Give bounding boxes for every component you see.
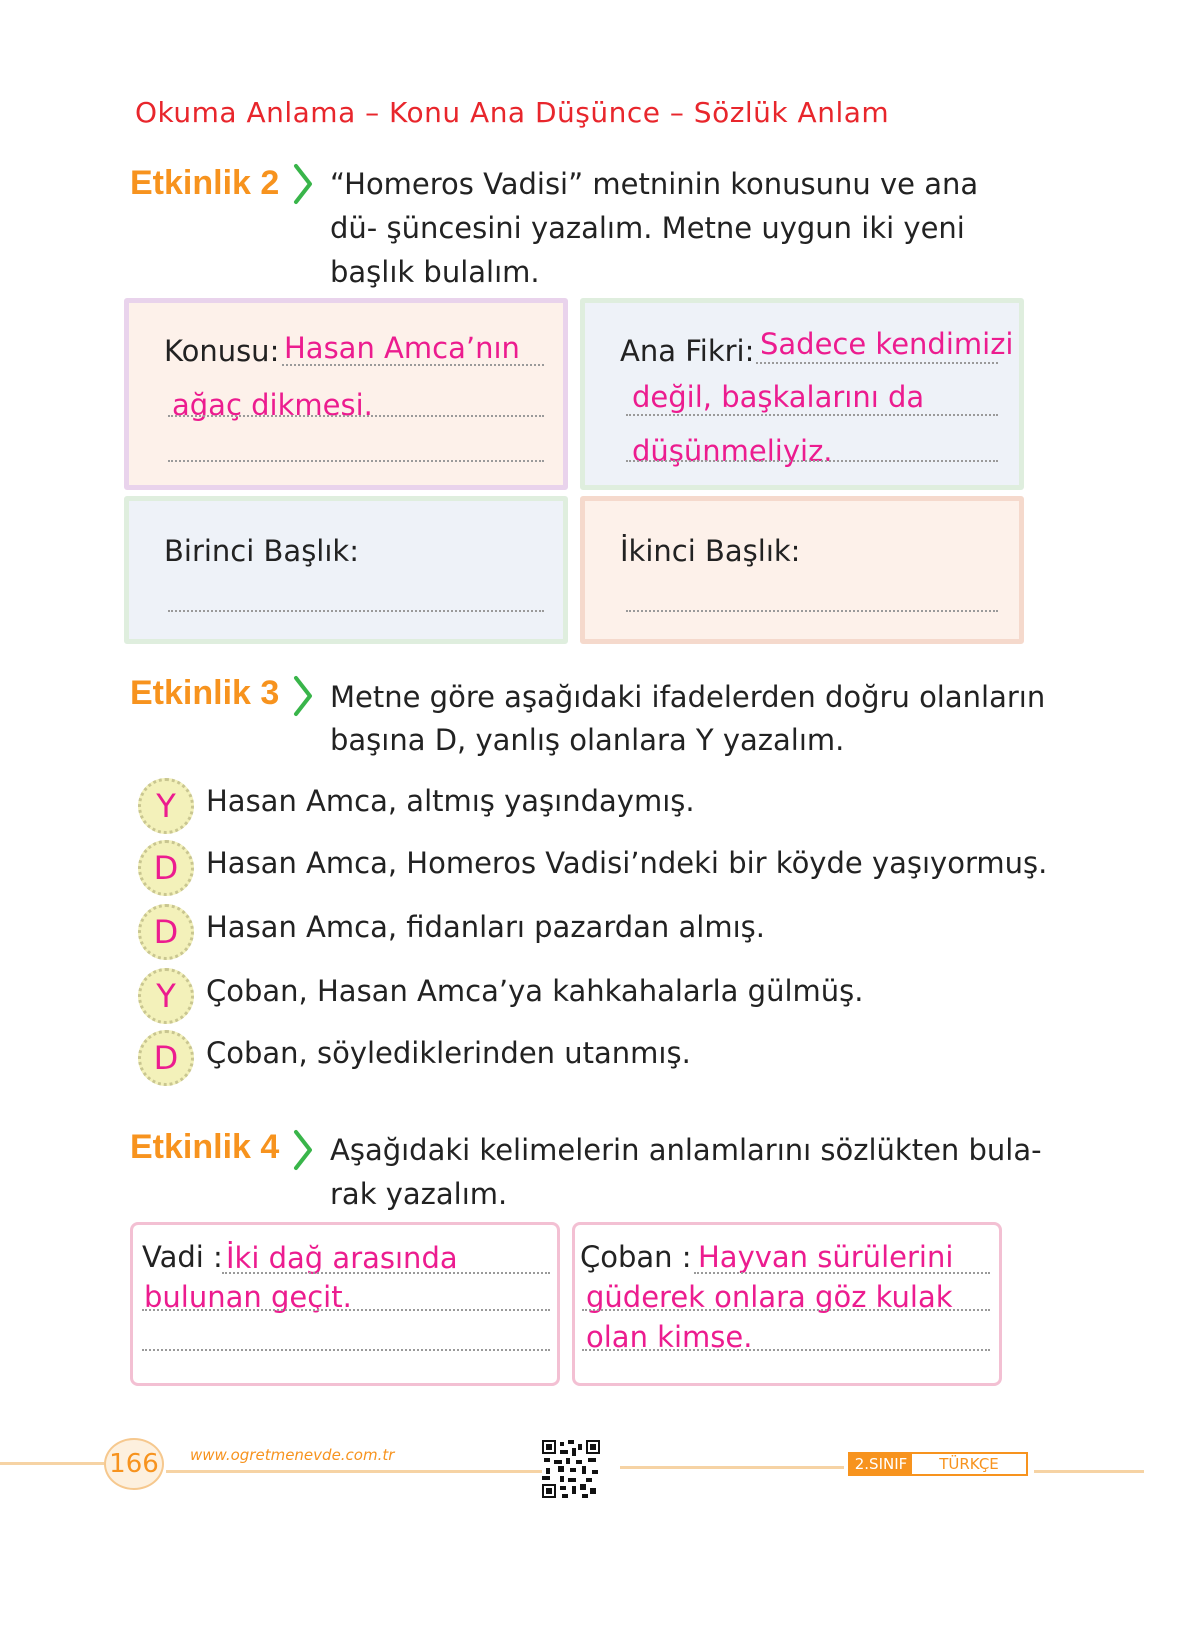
answer-line <box>626 460 998 462</box>
answer-line <box>582 1309 990 1311</box>
answer-line <box>142 1349 550 1351</box>
coban-answer-line2: güderek onlara göz kulak <box>586 1280 953 1314</box>
grade-subject-tag <box>848 1452 1028 1476</box>
answer-badge: D <box>138 904 194 960</box>
statement-3: Hasan Amca, fidanları pazardan almış. <box>206 910 765 944</box>
page-title: Okuma Anlama – Konu Ana Düşünce – Sözlük Anlam <box>135 96 890 129</box>
konusu-answer-line1: Hasan Amca’nın <box>284 331 520 365</box>
answer-line <box>756 362 998 364</box>
chevron-right-icon <box>292 1128 314 1172</box>
answer-line <box>282 364 544 366</box>
answer-line <box>626 414 998 416</box>
etkinlik-4-instruction-line1: Aşağıdaki kelimelerin anlamlarını sözlükten bula- <box>330 1133 1042 1167</box>
vadi-answer-line1: İki dağ arasında <box>226 1241 458 1275</box>
ana-fikri-answer-line3: düşünmeliyiz. <box>632 434 833 468</box>
etkinlik-3-instruction-line2: başına D, yanlış olanlara Y yazalım. <box>330 723 845 757</box>
konusu-answer-line2: ağaç dikmesi. <box>172 388 373 422</box>
chevron-right-icon <box>292 162 314 206</box>
answer-badge: D <box>138 1030 194 1086</box>
coban-answer-line3: olan kimse. <box>586 1320 753 1354</box>
answer-line <box>222 1272 550 1274</box>
birinci-baslik-label: Birinci Başlık: <box>164 534 359 568</box>
ana-fikri-label: Ana Fikri: <box>620 334 755 368</box>
answer-line <box>142 1309 550 1311</box>
answer-badge: Y <box>138 778 194 834</box>
ikinci-baslik-card <box>580 496 1024 644</box>
etkinlik-3-instruction-line1: Metne göre aşağıdaki ifadelerden doğru olanların <box>330 680 1046 714</box>
footer-rule <box>0 1462 104 1465</box>
answer-line <box>168 610 544 612</box>
answer-line <box>168 415 544 417</box>
website-link[interactable]: www.ogretmenevde.com.tr <box>190 1446 395 1464</box>
page-number: 166 <box>104 1438 164 1490</box>
answer-line <box>582 1349 990 1351</box>
footer-rule <box>166 1470 546 1473</box>
footer-rule <box>620 1466 844 1469</box>
statement-4: Çoban, Hasan Amca’ya kahkahalarla gülmüş. <box>206 974 864 1008</box>
etkinlik-2-label: Etkinlik 2 <box>130 164 280 202</box>
birinci-baslik-card <box>124 496 568 644</box>
konusu-label: Konusu: <box>164 334 280 368</box>
footer-rule <box>1034 1470 1144 1473</box>
answer-badge: Y <box>138 968 194 1024</box>
statement-5: Çoban, söylediklerinden utanmış. <box>206 1036 691 1070</box>
qr-code-icon[interactable] <box>542 1440 600 1498</box>
subject-label: TÜRKÇE <box>939 1455 999 1473</box>
etkinlik-2-instruction: “Homeros Vadisi” metninin konusunu ve ana dü- şüncesini yazalım. Metne uygun iki yeni başlık bulalım. <box>330 167 979 289</box>
chevron-right-icon <box>292 674 314 718</box>
vadi-answer-line2: bulunan geçit. <box>144 1280 352 1314</box>
ikinci-baslik-label: İkinci Başlık: <box>620 534 801 568</box>
grade-label: 2.SINIF <box>850 1454 912 1474</box>
statement-1: Hasan Amca, altmış yaşındaymış. <box>206 784 695 818</box>
statement-2: Hasan Amca, Homeros Vadisi’ndeki bir köyde yaşıyormuş. <box>206 846 1048 880</box>
answer-line <box>168 460 544 462</box>
answer-badge: D <box>138 840 194 896</box>
answer-line <box>626 610 998 612</box>
etkinlik-4-instruction-line2: rak yazalım. <box>330 1177 508 1211</box>
etkinlik-3-label: Etkinlik 3 <box>130 674 280 712</box>
ana-fikri-answer-line1: Sadece kendimizi <box>760 327 1014 361</box>
etkinlik-4-label: Etkinlik 4 <box>130 1128 280 1166</box>
coban-answer-line1: Hayvan sürülerini <box>698 1240 954 1274</box>
answer-line <box>694 1272 990 1274</box>
vadi-label: Vadi : <box>142 1240 223 1274</box>
ana-fikri-answer-line2: değil, başkalarını da <box>632 380 925 414</box>
coban-label: Çoban : <box>580 1240 692 1274</box>
